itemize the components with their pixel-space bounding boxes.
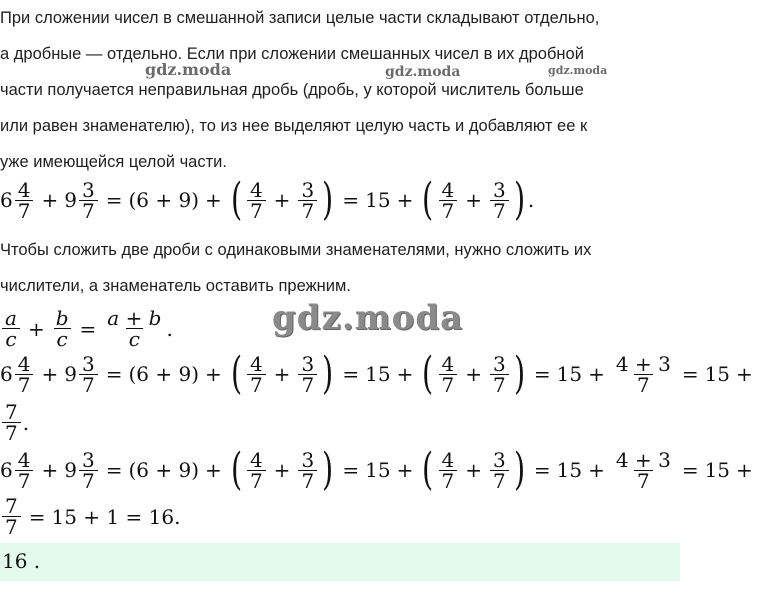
paragraph-line: При сложении чисел в смешанной записи целые части складывают отдельно, — [0, 9, 600, 27]
watermark: gdz.moda — [145, 60, 232, 79]
equation-3: 6 $\frac{4}{7}$ + 9 $\frac{3}{7}$ = (6 + 9) + ( $\frac{4}{7}$ + $\frac{3}{7}$ ) = 15 + ( $\frac{4}{7}$ + $\frac{3}{7}$ ) = 15 + $\frac{4 + 3}{7}$ = 15 + $\frac{7}{7}$ = 15 + 1 = 16. — [0, 444, 753, 539]
equation-2: 6 $\frac{4}{7}$ + 9 $\frac{3}{7}$ = (6 + 9) + ( $\frac{4}{7}$ + $\frac{3}{7}$ ) = 15 + ( $\frac{4}{7}$ + $\frac{3}{7}$ ) = 15 + $\frac{4 + 3}{7}$ = 15 + $\frac{7}{7}$ . — [0, 348, 753, 445]
paragraph-line: части получается неправильная дробь (дробь, у которой числитель больше — [0, 81, 584, 99]
watermark: gdz.moda — [548, 64, 608, 77]
paragraph-line: числители, а знаменатель оставить прежним. — [0, 277, 351, 295]
paragraph-line: Чтобы сложить две дроби с одинаковыми знаменателями, нужно сложить их — [0, 241, 592, 259]
watermark: gdz.moda — [385, 64, 461, 80]
equation-1: 6 $\frac{4}{7}$ + 9 $\frac{3}{7}$ = (6 + 9) + ( $\frac{4}{7}$ + $\frac{3}{7}$ ) = 15 + ( $\frac{4}{7}$ + $\frac{3}{7}$ ) . — [0, 174, 535, 225]
watermark-large: gdz.moda — [272, 298, 464, 338]
paragraph-line: или равен знаменателю), то из нее выделяют целую часть и добавляют ее к — [0, 117, 588, 135]
answer-box — [0, 543, 680, 581]
answer-value: 16 . — [2, 549, 41, 573]
paragraph-line: а дробные — отдельно. Если при сложении смешанных чисел в их дробной — [0, 45, 584, 63]
paragraph-line: уже имеющейся целой части. — [0, 153, 227, 171]
formula-general: $\frac{a}{c}$ + $\frac{b}{c}$ = $\frac{a + b}{c}$ . — [0, 308, 680, 348]
